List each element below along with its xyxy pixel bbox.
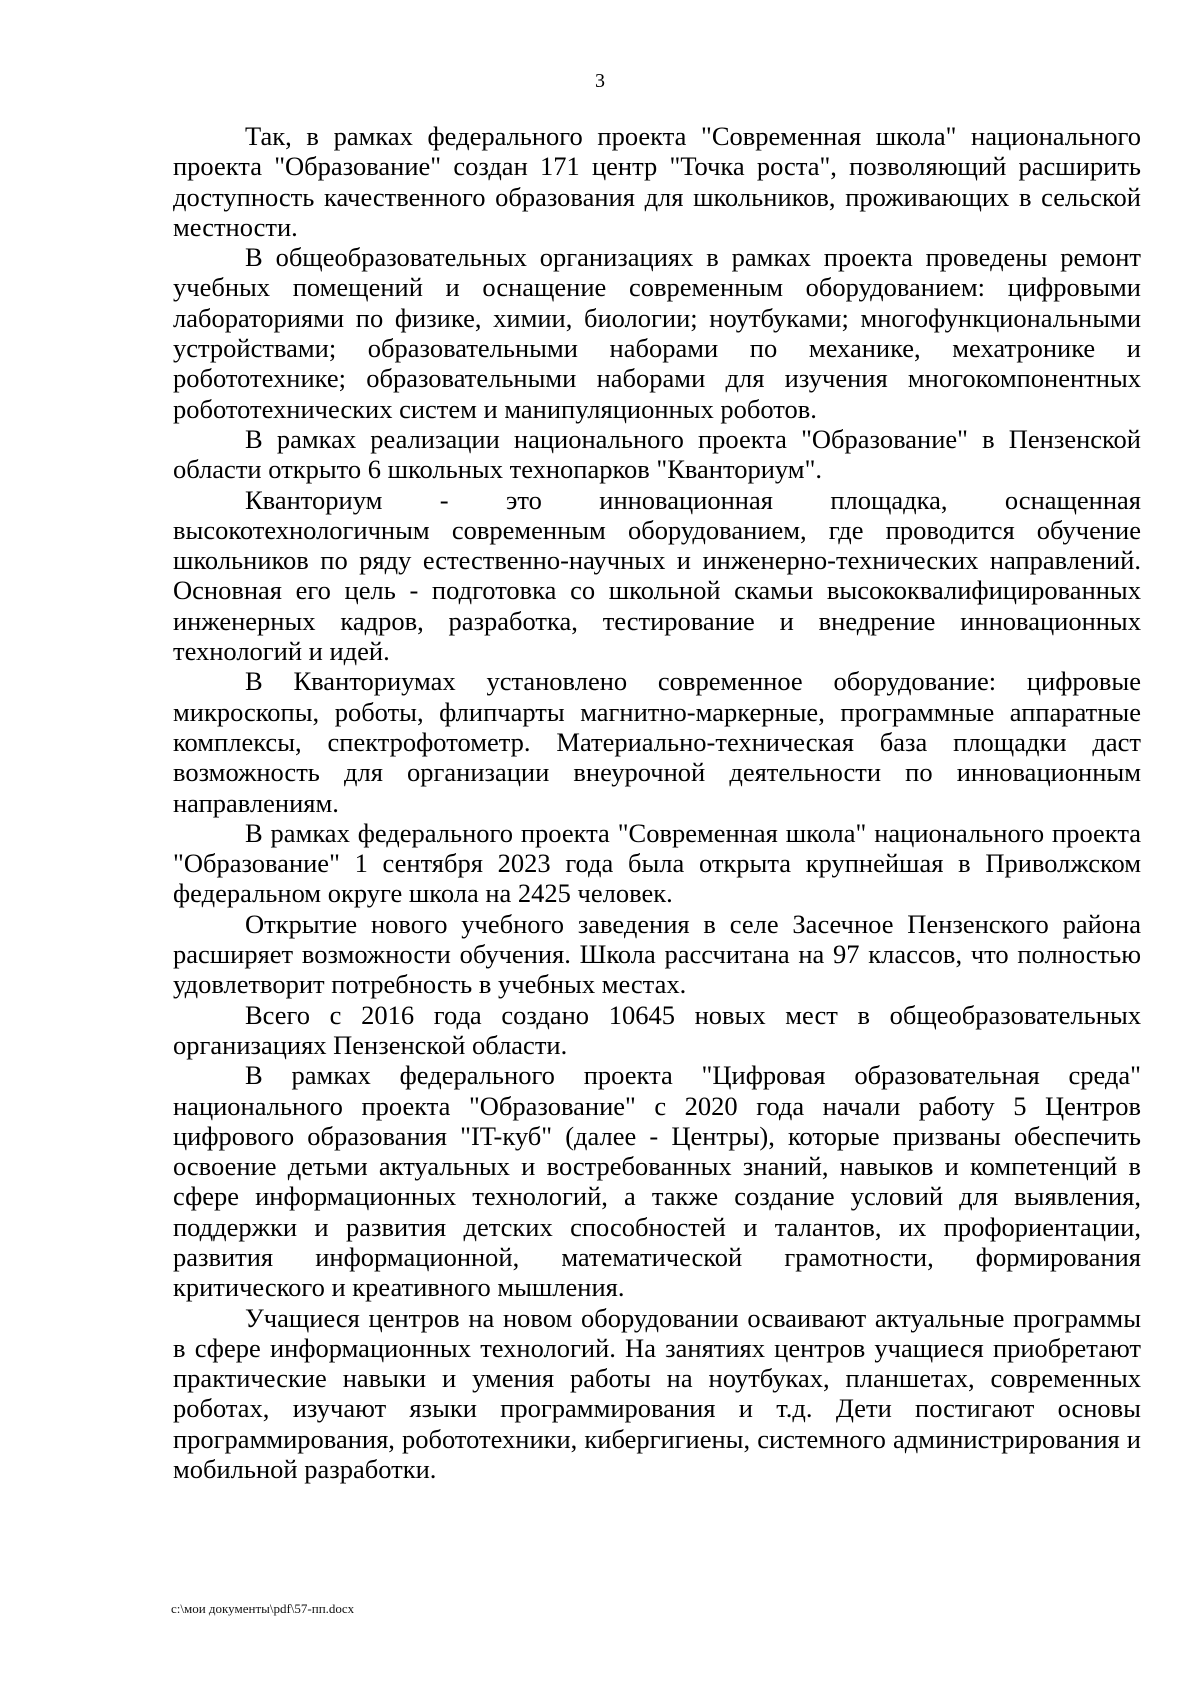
paragraph: Всего с 2016 года создано 10645 новых мест в общеобразовательных организациях Пензенской области.	[173, 999, 1141, 1060]
paragraph: В Кванториумах установлено современное оборудование: цифровые микроскопы, роботы, флипчарты магнитно-маркерные, программные аппаратные комплексы, спектрофотометр. Материально-техническая база площадки даст возможность для организации внеурочной деятельности по инновационным направлениям.	[173, 666, 1141, 818]
paragraph: В рамках федерального проекта "Современная школа" национального проекта "Образование" 1 сентября 2023 года была открыта крупнейшая в Приволжском федеральном округе школа на 2425 человек.	[173, 817, 1141, 909]
paragraph: Открытие нового учебного заведения в селе Засечное Пензенского района расширяет возможности обучения. Школа рассчитана на 97 классов, что полностью удовлетворит потребность в учебных местах.	[173, 908, 1141, 1000]
footer-file-path: c:\мои документы\pdf\57-пп.docx	[171, 1601, 355, 1616]
page-number: 3	[595, 70, 605, 92]
paragraph: В общеобразовательных организациях в рамках проекта проведены ремонт учебных помещений и оснащение современным оборудованием: цифровыми лабораториями по физике, химии, биологии; ноутбуками; многофункциональными устройствами; образовательными наборами по механике, мехатронике и робототехнике; образовательными наборами для изучения многокомпонентных робототехнических систем и манипуляционных роботов.	[173, 242, 1141, 424]
paragraph: В рамках федерального проекта "Цифровая образовательная среда" национального проекта "Образование" с 2020 года начали работу 5 Центров цифрового образования "IT-куб" (далее - Центры), которые призваны обеспечить освоение детьми актуальных и востребованных знаний, навыков и компетенций в сфере информационных технологий, а также создание условий для выявления, поддержки и развития детских способностей и талантов, их профориентации, развития информационной, математической грамотности, формирования критического и креативного мышления.	[173, 1060, 1141, 1303]
paragraph: В рамках реализации национального проекта "Образование" в Пензенской области открыто 6 школьных технопарков "Кванториум".	[173, 423, 1141, 485]
paragraph: Учащиеся центров на новом оборудовании осваивают актуальные программы в сфере информационных технологий. На занятиях центров учащиеся приобретают практические навыки и умения работы на ноутбуках, планшетах, современных роботах, изучают языки программирования и т.д. Дети постигают основы программирования, робототехники, кибергигиены, системного администрирования и мобильной разработки.	[173, 1302, 1141, 1485]
paragraph: Так, в рамках федерального проекта "Современная школа" национального проекта "Образование" создан 171 центр "Точка роста", позволяющий расширить доступность качественного образования для школьников, проживающих в сельской местности.	[173, 121, 1141, 242]
document-body	[173, 121, 1141, 1484]
paragraph: Кванториум - это инновационная площадка, оснащенная высокотехнологичным современным оборудованием, где проводится обучение школьников по ряду естественно-научных и инженерно-технических направлений. Основная его цель - подготовка со школьной скамьи высококвалифицированных инженерных кадров, разработка, тестирование и внедрение инновационных технологий и идей.	[173, 484, 1141, 667]
